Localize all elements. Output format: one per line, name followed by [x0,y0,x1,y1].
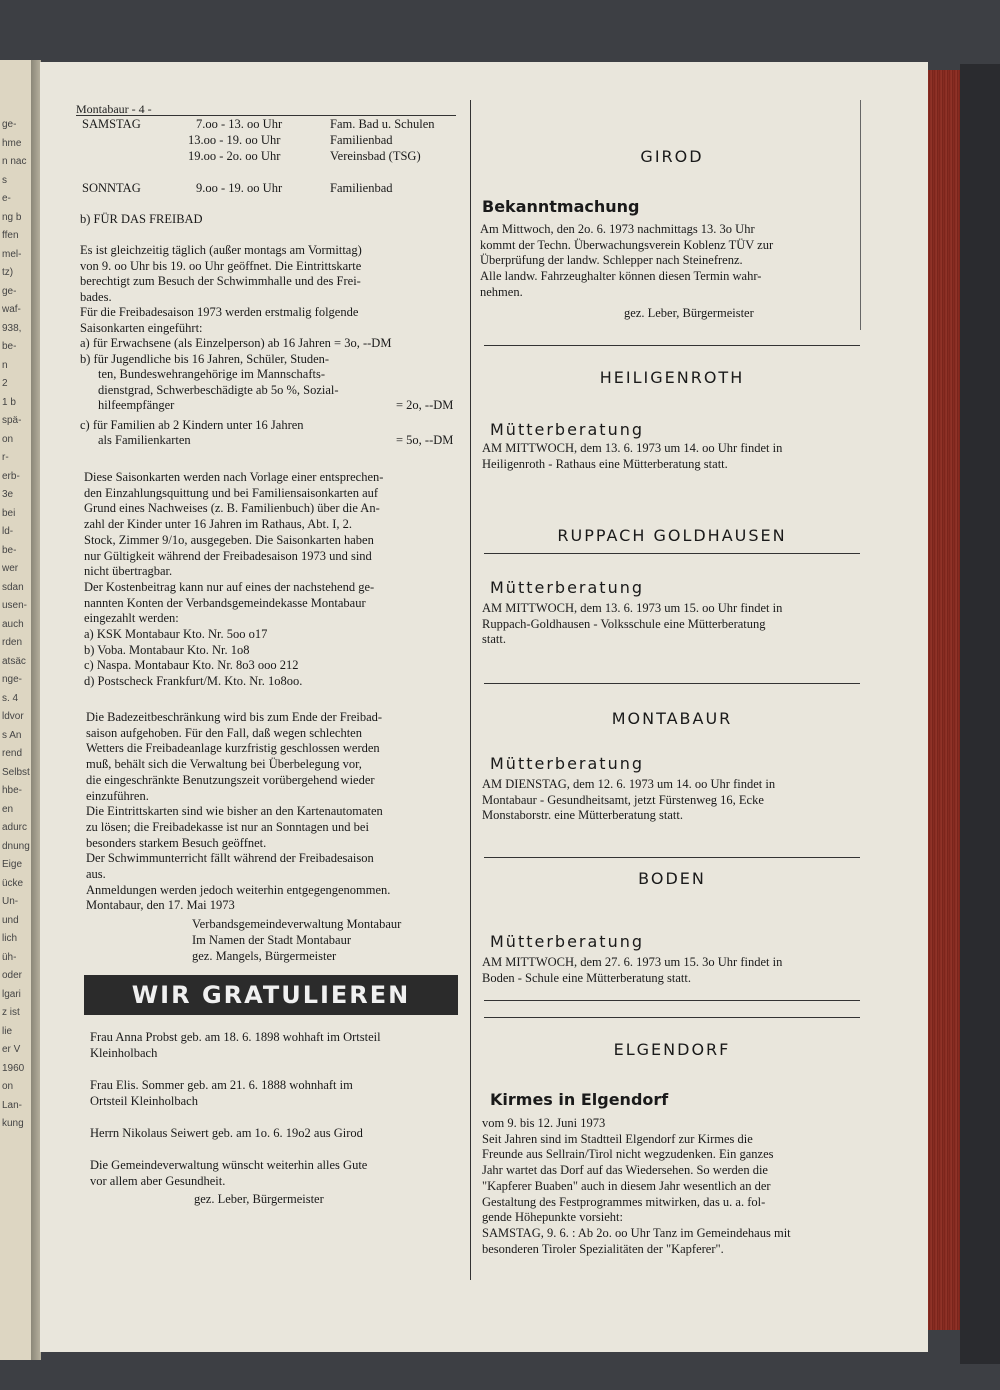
freibad-text-line: Anmeldungen werden jedoch weiterhin entgegengenommen. [86,882,391,897]
adjacent-page-text: sdan [2,581,24,593]
freibad-text-line: Die Eintrittskarten sind wie bisher an den Kartenautomaten [86,804,383,819]
section-title: Mütterberatung [490,754,645,773]
schedule-time: 9.oo - 19. oo Uhr [196,181,283,195]
freibad-text-line: bades. [80,289,112,304]
freibad-text-line: saison aufgehoben. Für den Fall, daß wegen schlechten [86,725,362,740]
adjacent-page-text: ücke [2,877,24,889]
freibad-text-line: aus. [86,867,106,881]
adjacent-page-text: lgari [2,988,21,1000]
adjacent-page-text: er V [2,1044,21,1055]
section-text-line: Heiligenroth - Rathaus eine Mütterberatung statt. [482,456,728,471]
freibad-text-line: d) Postscheck Frankfurt/M. Kto. Nr. 1o8oo. [84,674,303,689]
adjacent-page-text: be- [2,544,17,556]
section-text-line: Am Mittwoch, den 2o. 6. 1973 nachmittags 13. 3o Uhr [480,222,755,236]
wir-gratulieren-banner: WIR GRATULIEREN [84,975,458,1015]
adjacent-page-text: hbe- [2,785,23,796]
section-separator [484,345,860,346]
freibad-text-line: Der Schwimmunterricht fällt während der Freibadesaison [86,851,374,866]
adjacent-page-text: 2 [2,378,8,389]
freibad-text-line: zu lösen; die Freibadekasse ist nur an Sonntagen und bei [86,819,369,834]
adjacent-page-text: adurc [2,822,28,833]
adjacent-page-text: on [2,433,14,445]
adjacent-page-text: erb- [2,470,20,482]
section-text-line: "Kapferer Buaben" auch in diesem Jahr wesentlich an der [482,1178,771,1193]
ticket-line: hilfeempfänger [98,398,175,412]
adjacent-page-text: Un- [2,896,19,907]
section-separator [484,1017,860,1018]
section-text-line: AM MITTWOCH, dem 27. 6. 1973 um 15. 3o Uhr findet in [482,955,783,969]
place-heading: HEILIGENROTH [599,368,745,387]
freibad-text-line: nur Gültigkeit während der Freibadesaison 1973 und sind [84,548,372,563]
adjacent-page-text: spä- [2,415,22,426]
congratulation-line: Kleinholbach [90,1046,158,1060]
freibad-text-line: Es ist gleichzeitig täglich (außer montags am Vormittag) [80,243,362,257]
schedule-usage: Vereinsbad (TSG) [330,149,421,163]
freibad-text-line: Die Badezeitbeschränkung wird bis zum Ende der Freibad- [86,710,383,724]
adjacent-page-text: ld- [2,526,14,537]
ticket-line: c) für Familien ab 2 Kindern unter 16 Jahren [80,417,304,432]
section-text-line: nehmen. [480,284,523,299]
adjacent-page-text: usen- [2,600,28,611]
adjacent-page-text: lie [2,1025,13,1037]
ticket-line: a) für Erwachsene (als Einzelperson) ab 16 Jahren = 3o, --DM [80,336,392,350]
section-text-line: Seit Jahren sind im Stadtteil Elgendorf zur Kirmes die [482,1131,753,1146]
signature-line: gez. Leber, Bürgermeister [624,305,754,320]
freibad-text-line: Wetters die Freibadeanlage kurzfristig geschlossen werden [86,741,380,756]
section-text-line: statt. [482,632,506,647]
adjacent-page-text: auch [2,618,24,630]
freibad-text-line: Für die Freibadesaison 1973 werden erstmalig folgende [80,305,359,319]
header-rule [76,115,456,116]
adjacent-page-text: tz) [2,267,14,278]
adjacent-page-text: lich [2,933,18,944]
book-cover [960,64,1000,1364]
section-text-line: Boden - Schule eine Mütterberatung statt. [482,970,691,985]
adjacent-page-text: ng b [2,211,22,223]
adjacent-page-text: mel- [2,248,22,260]
adjacent-page-text: waf- [2,304,21,315]
schedule-usage: Fam. Bad u. Schulen [330,117,435,131]
adjacent-page-text: en [2,803,14,815]
adjacent-page-text: nge- [2,674,23,685]
adjacent-page-text: on [2,1081,14,1092]
schedule-time: 19.oo - 2o. oo Uhr [188,149,281,163]
schedule-time: 7.oo - 13. oo Uhr [196,117,283,131]
freibad-text-line: a) KSK Montabaur Kto. Nr. 5oo o17 [84,627,268,641]
adjacent-page-text: n [2,359,8,371]
signature-line: Im Namen der Stadt Montabaur [192,933,351,947]
adjacent-page-text: ldvor [2,711,24,722]
adjacent-page-text: rend [2,748,23,759]
section-separator [484,683,860,684]
adjacent-page-text: Selbst [2,766,30,778]
adjacent-page-text: n nac [2,156,27,167]
ticket-price: = 2o, --DM [396,398,454,412]
schedule-time: 13.oo - 19. oo Uhr [188,133,281,147]
freibad-text-line: besonders starkem Besuch geöffnet. [86,835,267,850]
section-text-line: AM MITTWOCH, dem 13. 6. 1973 um 14. oo Uhr findet in [482,441,783,455]
section-text-line: Freunde aus Sellrain/Tirol nicht wegzudenken. Ein ganzes [482,1147,774,1162]
adjacent-page-text: Eige [2,859,23,870]
congratulation-line: Frau Anna Probst geb. am 18. 6. 1898 wohhaft im Ortsteil [90,1030,381,1044]
adjacent-page-text: kung [2,1118,24,1129]
section-text-line: Ruppach-Goldhausen - Volksschule eine Mütterberatung [482,616,766,631]
adjacent-page-text: wer [2,563,19,574]
page-header: Montabaur - 4 - [76,102,152,116]
adjacent-page-text: 1960 [2,1062,25,1074]
section-text-line: Gestaltung des Festprogrammes mitwirken, das u. a. fol- [482,1194,766,1209]
ticket-price: = 5o, --DM [396,433,454,447]
adjacent-page-text: ge- [2,119,17,130]
freibad-heading: b) FÜR DAS FREIBAD [80,212,203,226]
schedule-usage: Familienbad [330,133,393,147]
right-margin-rule [860,100,861,330]
congratulation-line: Frau Elis. Sommer geb. am 21. 6. 1888 wohnhaft im [90,1078,353,1092]
section-title: Mütterberatung [490,578,645,597]
adjacent-page-text: atsäc [2,655,26,667]
section-text-line: Montabaur - Gesundheitsamt, jetzt Fürstenweg 16, Ecke [482,792,764,807]
congratulation-line: Ortsteil Kleinholbach [90,1094,198,1108]
ticket-line: als Familienkarten [98,433,191,447]
freibad-text-line: Stock, Zimmer 9/1o, ausgegeben. Die Saisonkarten haben [84,532,374,547]
adjacent-page-text: 938, [2,322,22,334]
freibad-text-line: einzuführen. [86,788,149,803]
freibad-text-line: Saisonkarten eingeführt: [80,320,203,335]
adjacent-page-text: s [2,174,7,186]
place-heading: MONTABAUR [611,709,733,728]
adjacent-page-fragment [0,60,34,1360]
signature-line: gez. Mangels, Bürgermeister [192,949,337,963]
schedule-usage: Familienbad [330,181,393,195]
section-text-line: AM DIENSTAG, dem 12. 6. 1973 um 14. oo Uhr findet in [482,777,776,791]
section-text-line: Alle landw. Fahrzeughalter können diesen Termin wahr- [480,269,762,284]
section-title: Bekanntmachung [482,197,640,216]
freibad-text-line: den Einzahlungsquittung und bei Familiensaisonkarten auf [84,485,379,500]
adjacent-page-text: e- [2,193,11,204]
adjacent-page-text: s An [2,729,22,741]
section-title: Mütterberatung [490,420,645,439]
section-text-line: Überprüfung der landw. Schlepper nach Steinefrenz. [480,253,743,268]
adjacent-page-text: 1 b [2,396,16,408]
place-heading: GIROD [640,147,704,166]
freibad-text-line: von 9. oo Uhr bis 19. oo Uhr geöffnet. Die Eintrittskarte [80,258,362,273]
ticket-line: b) für Jugendliche bis 16 Jahren, Schüler, Studen- [80,351,330,366]
freibad-text-line: muß, behält sich die Verwaltung bei Überbelegung vor, [86,757,362,772]
congratulation-line: Die Gemeindeverwaltung wünscht weiterhin alles Gute [90,1158,368,1172]
freibad-text-line: berechtigt zum Besuch der Schwimmhalle und des Frei- [80,274,361,288]
adjacent-page-text: r- [2,452,9,463]
freibad-text-line: eingezahlt werden: [84,611,179,626]
adjacent-page-text: und [2,914,19,926]
section-text-line: besonderen Tiroler Spezialitäten der "Kapferer". [482,1241,724,1256]
ticket-line: dienstgrad, Schwerbeschädigte ab 5o %, Sozial- [98,382,339,397]
place-heading: RUPPACH GOLDHAUSEN [557,526,787,545]
adjacent-page-text: dnung [2,840,30,852]
adjacent-page-text: hme [2,137,22,149]
adjacent-page-text: bei [2,507,16,519]
book-page-edges [928,70,960,1330]
section-text-line: AM MITTWOCH, dem 13. 6. 1973 um 15. oo Uhr findet in [482,601,783,615]
freibad-text-line: Der Kostenbeitrag kann nur auf eines der nachstehend ge- [84,579,375,594]
ticket-line: ten, Bundeswehrangehörige im Mannschafts- [98,367,326,381]
adjacent-page-text: oder [2,970,23,981]
freibad-text-line: nicht übertragbar. [84,564,173,579]
place-heading: BODEN [638,869,706,888]
section-text-line: Monstaborstr. eine Mütterberatung statt. [482,808,684,823]
freibad-text-line: c) Naspa. Montabaur Kto. Nr. 8o3 ooo 212 [84,658,299,673]
adjacent-page-text: ffen [2,230,19,241]
adjacent-page-text: z ist [2,1007,20,1018]
schedule-day: SONNTAG [82,181,141,195]
schedule-day: SAMSTAG [82,117,141,131]
adjacent-page-text: üh- [2,951,17,963]
congratulation-line: Herrn Nikolaus Seiwert geb. am 1o. 6. 19o2 aus Girod [90,1126,363,1140]
signature-line: Verbandsgemeindeverwaltung Montabaur [192,917,402,931]
section-text-line: Jahr wartet das Dorf auf das Wiedersehen. So werden die [482,1163,768,1178]
adjacent-page-text: Lan- [2,1099,23,1111]
signature-line: gez. Leber, Bürgermeister [194,1192,324,1206]
section-separator [484,1000,860,1001]
freibad-text-line: nannten Konten der Verbandsgemeindekasse Montabaur [84,595,366,610]
section-title: Mütterberatung [490,932,645,951]
freibad-text-line: die eingeschränkte Benutzungszeit vorübergehend wieder [86,772,375,787]
section-title: Kirmes in Elgendorf [490,1090,669,1109]
freibad-text-line: b) Voba. Montabaur Kto. Nr. 1o8 [84,642,250,657]
freibad-text-line: Grund eines Nachweises (z. B. Familienbuch) über die An- [84,501,380,516]
freibad-text-line: Diese Saisonkarten werden nach Vorlage einer entsprechen- [84,470,384,484]
freibad-text-line: zahl der Kinder unter 16 Jahren im Rathaus, Abt. I, 2. [84,517,352,532]
congratulation-line: vor allem aber Gesundheit. [90,1174,226,1188]
adjacent-page-text: s. 4 [2,692,19,704]
section-text-line: vom 9. bis 12. Juni 1973 [482,1116,606,1130]
adjacent-page-text: ge- [2,285,17,297]
freibad-text-line: Montabaur, den 17. Mai 1973 [86,898,235,913]
section-text-line: kommt der Techn. Überwachungsverein Koblenz TÜV zur [480,237,774,252]
adjacent-page-text: be- [2,341,17,352]
section-text-line: SAMSTAG, 9. 6. : Ab 2o. oo Uhr Tanz im Gemeindehaus mit [482,1225,791,1240]
adjacent-page-text: rden [2,637,23,648]
place-heading: ELGENDORF [613,1040,731,1059]
column-divider [470,100,471,1280]
section-text-line: gende Höhepunkte vorsieht: [482,1210,623,1225]
adjacent-page-text: 3e [2,489,14,500]
section-separator [484,857,860,858]
section-separator [484,553,860,554]
